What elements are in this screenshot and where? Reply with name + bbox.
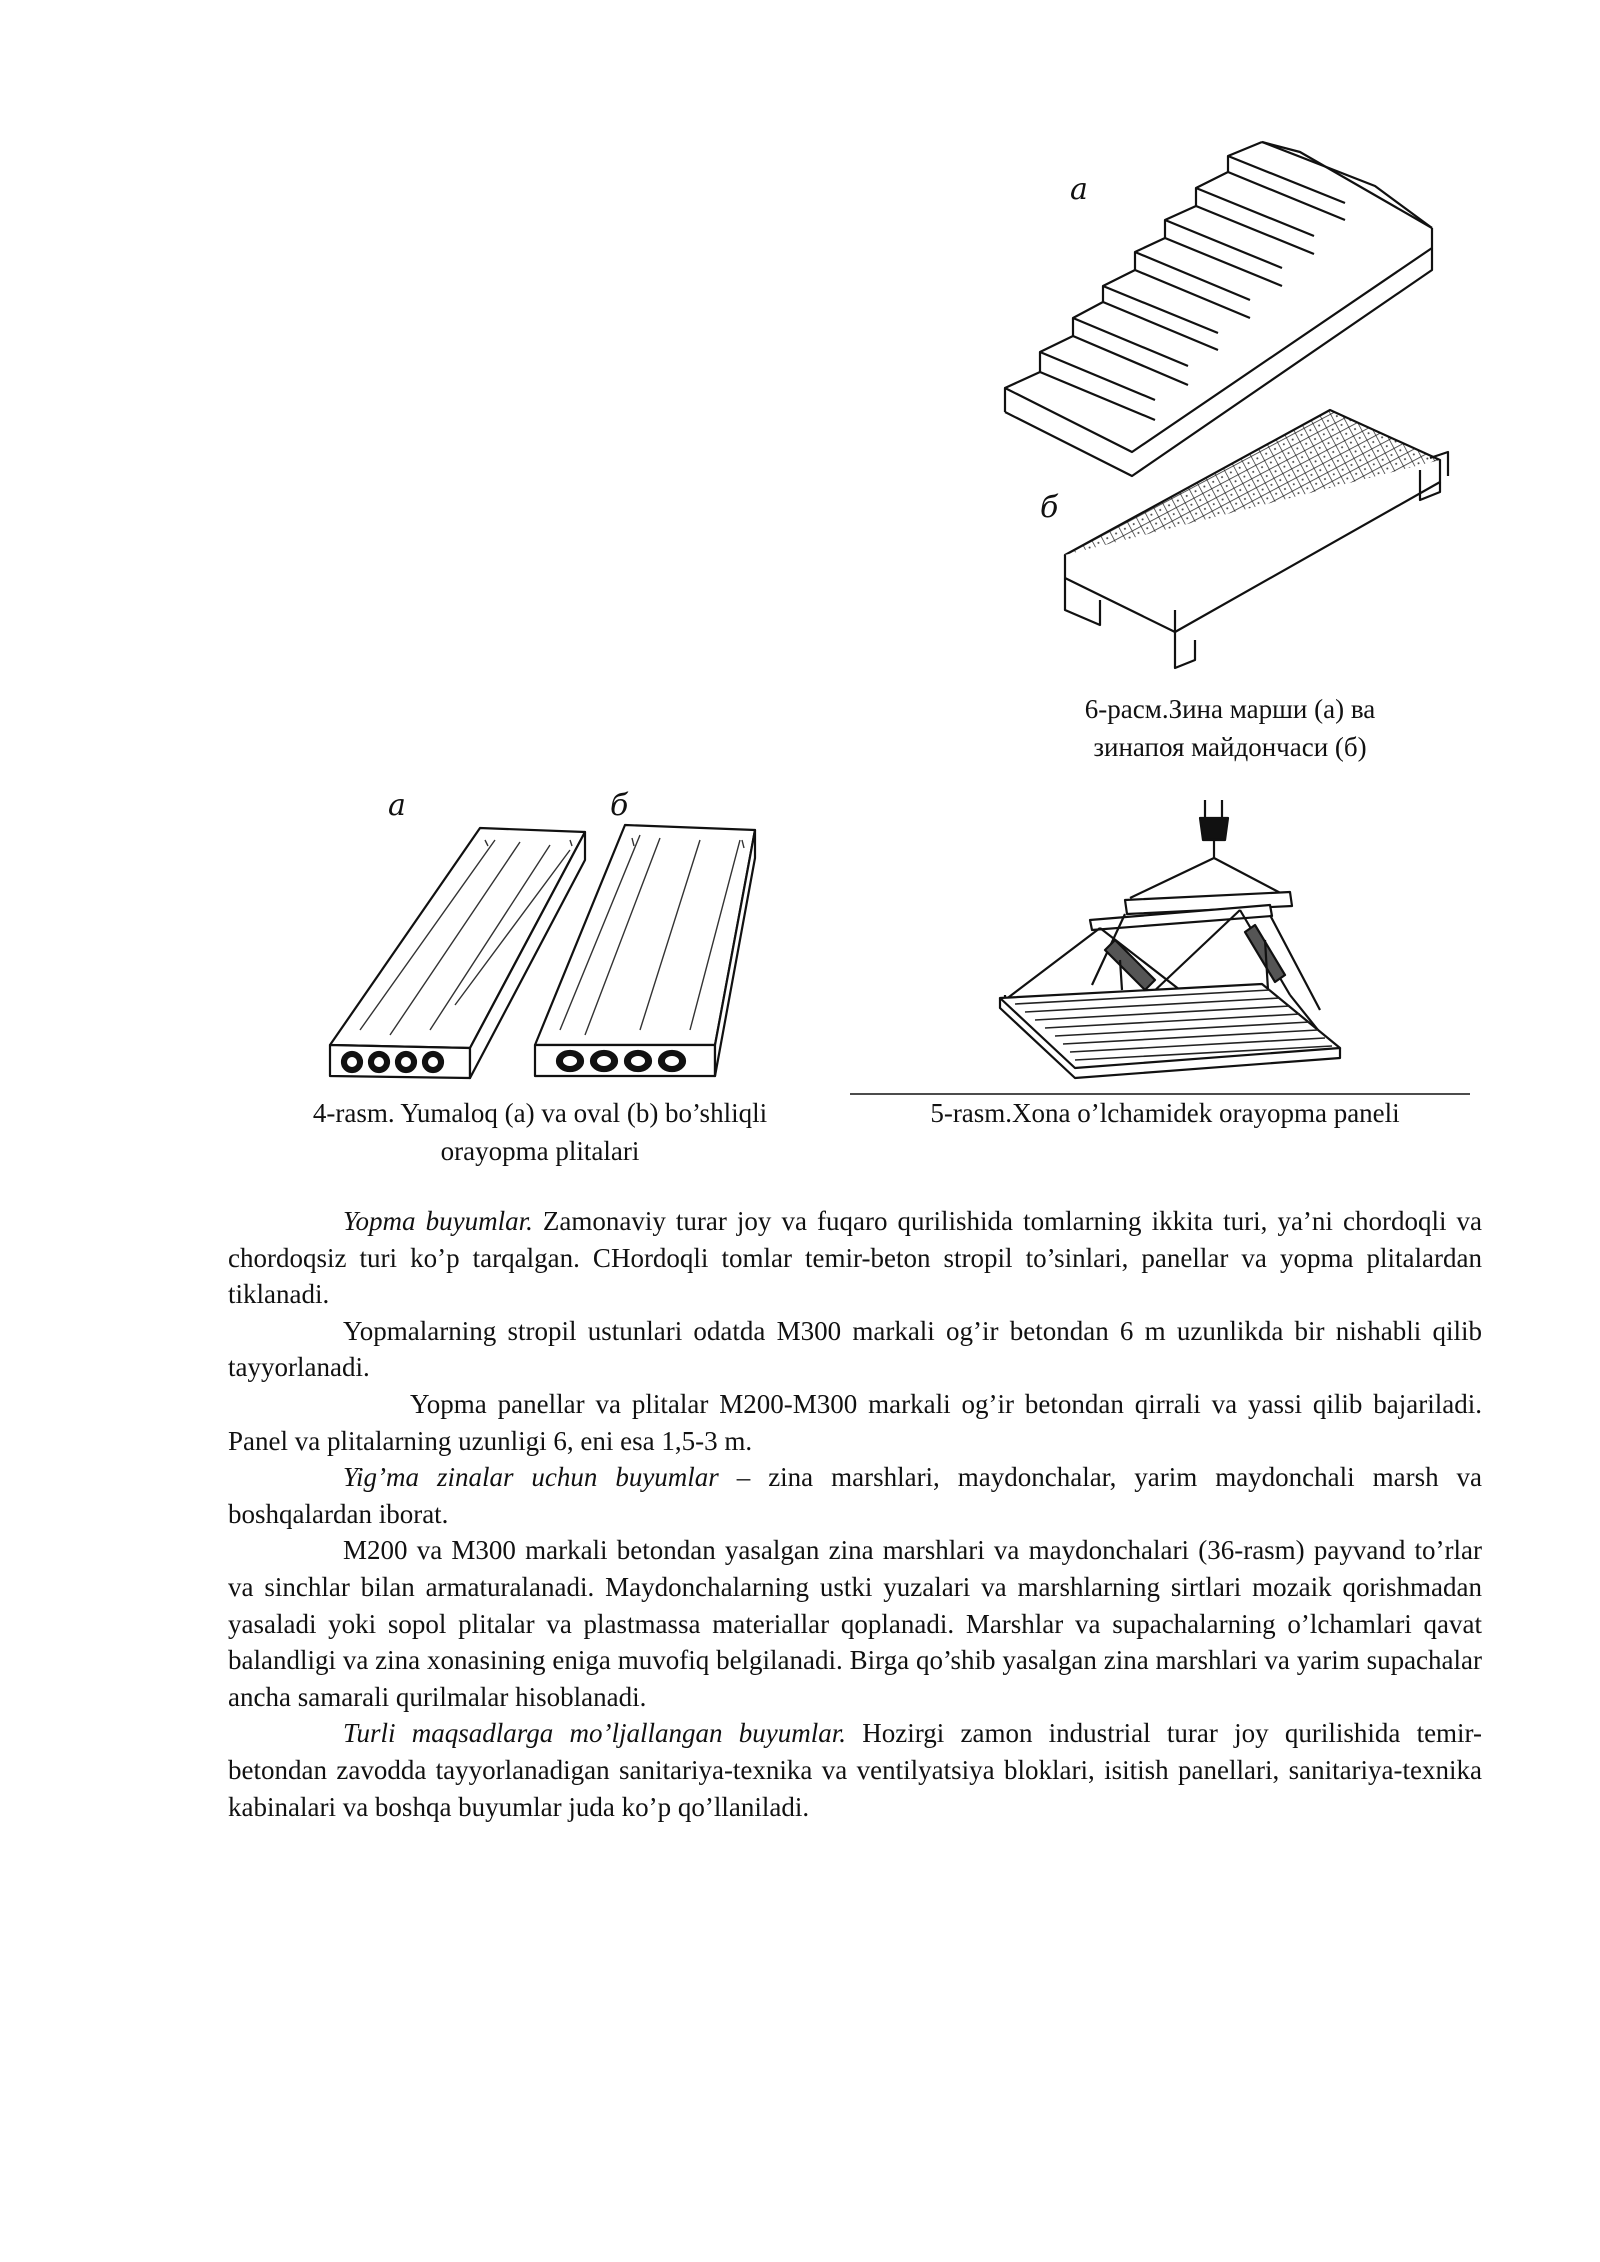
fig5-caption: 5-rasm.Xona o’lchamidek orayopma paneli [930,1098,1400,1128]
paragraph-stropil-ustunlari: Yopmalarning stropil ustunlari odatda M300 markali og’ir betondan 6 m uzunlikda bir nishabli qilib tayyorlanadi. [228,1315,1482,1383]
paragraph-text: – zina marshlari, maydonchalar, yarim maydonchali marsh va boshqalardan iborat. [228,1462,1482,1529]
term-zinalar-buyumlar: Yig’ma zinalar uchun buyumlar [343,1462,719,1493]
paragraph-text: Hozirgi zamon industrial turar joy qurilishida temir-betondan zavodda tayyorlanadigan sanitariya-texnika va ventilyatsiya bloklari, isitish panellari, sanitariya-texnika kabinalari va boshqa buyumlar juda ko’p qo’llaniladi. [228,1718,1483,1822]
term-turli-buyumlar: Turli maqsadlarga mo’ljallangan buyumlar. [343,1718,847,1749]
fig6-label-a: а [1070,172,1088,207]
fig4-caption-line1: 4-rasm. Yumaloq (a) va oval (b) bo’shliqli [312,1098,768,1128]
term-yopma-buyumlar: Yopma buyumlar. [343,1206,533,1236]
paragraph-zina-marshlari: M200 va M300 markali betondan yasalgan zina marshlari va maydonchalari (36-rasm) payvand to’rlar va sinchlar bilan armaturalanadi. Maydonchalarning ustki yuzalari va marshlarning sirtlari mozaik qorishmadan yasaladi yoki sopol plitalar va plastmassa materiallar qoplanadi. Marshlar va supachalarning o’lchamlari qavat balandligi va zina xonasining eniga muvofiq belgilanadi. Birga qo’shib yasalgan zina marshlari va yarim supachalar ancha samarali qurilmalar hisoblanadi. [228,1535,1482,1712]
paragraph-text: Zamonaviy turar joy va fuqaro qurilishida tomlarning ikkita turi, ya’ni chordoqli va chordoqsiz turi ko’p tarqalgan. CHordoqli tomlar temir-beton stropil to’sinlari, panellar va yopma plitalardan tiklanadi. [228,1206,1482,1310]
fig4-label-a: а [388,788,406,823]
body-text [228,1203,1482,1825]
paragraph-yopma-buyumlar [228,1203,1482,1313]
fig4-caption-line2: orayopma plitalari [440,1136,640,1166]
fig6-label-b: б [1040,490,1059,525]
paragraph-zinalar-buyumlar [228,1459,1482,1532]
fig6-caption-line2: зинапоя майдончаси (б) [1093,732,1367,762]
paragraph-panellar-plitalar: Yopma panellar va plitalar M200-M300 markali og’ir betondan qirrali va yassi qilib bajariladi. Panel va plitalarning uzunligi 6, eni esa 1,5-3 m. [228,1388,1482,1456]
fig6-caption-line1: 6-расм.Зина марши (а) ва [1084,694,1376,724]
paragraph-turli-buyumlar [228,1715,1482,1825]
fig4-label-b: б [610,788,629,823]
